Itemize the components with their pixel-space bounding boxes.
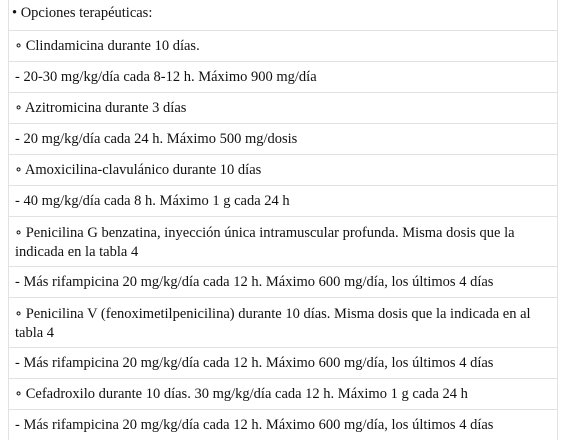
option-azitromicina: ∘ Azitromicina durante 3 días (9, 93, 557, 124)
option-penicilina-v: ∘ Penicilina V (fenoximetilpenicilina) durante 10 días. Misma dosis que la indicada en al tabla 4 (9, 298, 557, 348)
option-clindamicina: ∘ Clindamicina durante 10 días. (9, 31, 557, 62)
option-penicilina-g-benzatina: ∘ Penicilina G benzatina, inyección única intramuscular profunda. Misma dosis que la indicada en la tabla 4 (9, 217, 557, 267)
section-heading: • Opciones terapéuticas: (9, 0, 557, 31)
dose-clindamicina: - 20-30 mg/kg/día cada 8-12 h. Máximo 900 mg/día (9, 62, 557, 93)
dose-rifampicina-3: - Más rifampicina 20 mg/kg/día cada 12 h. Máximo 600 mg/día, los últimos 4 días (15, 416, 494, 433)
treatment-options-table (8, 0, 558, 440)
dose-amoxicilina-clavulanico: - 40 mg/kg/día cada 8 h. Máximo 1 g cada 24 h (9, 186, 557, 217)
dose-rifampicina-2: - Más rifampicina 20 mg/kg/día cada 12 h. Máximo 600 mg/día, los últimos 4 días (9, 348, 557, 379)
option-amoxicilina-clavulanico: ∘ Amoxicilina-clavulánico durante 10 días (9, 155, 557, 186)
dose-azitromicina: - 20 mg/kg/día cada 24 h. Máximo 500 mg/dosis (9, 124, 557, 155)
dose-rifampicina-1: - Más rifampicina 20 mg/kg/día cada 12 h. Máximo 600 mg/día, los últimos 4 días (9, 267, 557, 298)
option-cefadroxilo: ∘ Cefadroxilo durante 10 días. 30 mg/kg/día cada 12 h. Máximo 1 g cada 24 h (9, 379, 557, 410)
